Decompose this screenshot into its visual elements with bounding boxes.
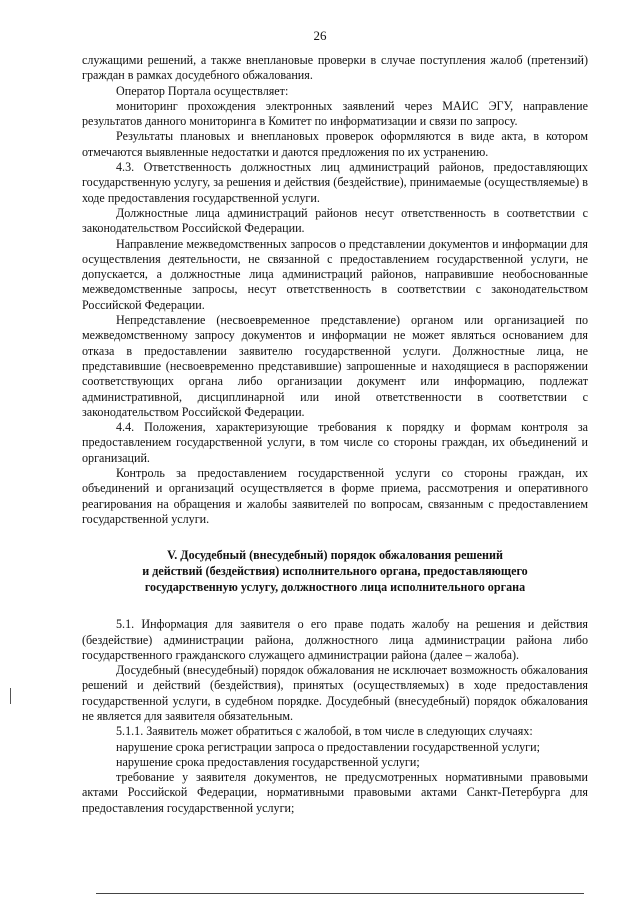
page-number: 26 — [313, 28, 327, 43]
paragraph: 4.3. Ответственность должностных лиц администраций районов, предоставляющих государственную услугу, за решения и действия (бездействие), принимаемые (осуществляемые) в ходе предоставления государственной услуги. — [82, 160, 588, 205]
paragraph: служащими решений, а также внеплановые проверки в случае поступления жалоб (претензий) граждан в рамках досудебного обжалования. — [82, 53, 588, 83]
paragraph: Непредставление (несвоевременное представление) органом или организацией по межведомственному запросу документов и информации не может являться основанием для отказа в предоставлении заявителю государственной услуги. Должностные лица, не представившие (несвоевременно представившие) запрошенные и находящиеся в распоряжении соответствующих органа либо организации документ или информацию, подлежат административной, дисциплинарной или иной ответственности в соответствии с законодательством Российской Федерации. — [82, 313, 588, 419]
section-heading — [82, 547, 588, 595]
section-heading-line: государственную услугу, должностного лица исполнительного органа — [144, 580, 526, 595]
paragraph: требование у заявителя документов, не предусмотренных нормативными правовыми актами Российской Федерации, нормативными правовыми актами Санкт-Петербурга для предоставления государственной услуги; — [82, 770, 588, 815]
paragraph: Должностные лица администраций районов несут ответственность в соответствии с законодательством Российской Федерации. — [82, 205, 588, 236]
paragraph: Досудебный (внесудебный) порядок обжалования не исключает возможность обжалования решений и действий (бездействия), принятых (осуществляемых) в ходе предоставления государственной услуги, в судебном порядке. Досудебный (внесудебный) порядок обжалования не является для заявителя обязательным. — [82, 663, 588, 723]
paragraph: нарушение срока регистрации запроса о предоставлении государственной услуги; — [116, 739, 540, 754]
bottom-rule — [96, 893, 584, 894]
document-body — [82, 53, 588, 816]
paragraph: Контроль за предоставлением государственной услуги со стороны граждан, их объединений и организаций осуществляется в форме приема, рассмотрения и оперативного реагирования на обращения и жалобы заявителей по вопросам, связанным с предоставлением государственной услуги. — [82, 466, 588, 526]
paragraph: нарушение срока предоставления государственной услуги; — [116, 754, 420, 769]
scan-margin-mark — [10, 688, 11, 704]
section-heading-line: V. Досудебный (внесудебный) порядок обжалования решений — [167, 548, 503, 563]
paragraph: 5.1. Информация для заявителя о его праве подать жалобу на решения и действия (бездействие) администрации района, должностного лица администрации района либо государственного гражданского служащего администрации района (далее – жалоба). — [82, 617, 588, 662]
paragraph: Оператор Портала осуществляет: — [116, 83, 289, 98]
paragraph: мониторинг прохождения электронных заявлений через МАИС ЭГУ, направление результатов данного мониторинга в Комитет по информатизации и связи по запросу. — [82, 98, 588, 129]
paragraph: Направление межведомственных запросов о представлении документов и информации для осуществления деятельности, не связанной с предоставлением государственной услуги, не допускается, а должностные лица администраций районов, направившие необоснованные межведомственные запросы, несут ответственность в соответствии с законодательством Российской Федерации. — [82, 236, 588, 312]
paragraph: 4.4. Положения, характеризующие требования к порядку и формам контроля за предоставлением государственной услуги, в том числе со стороны граждан, их объединений и организаций. — [82, 420, 588, 465]
section-heading-line: и действий (бездействия) исполнительного органа, предоставляющего — [142, 564, 528, 579]
paragraph: Результаты плановых и внеплановых проверок оформляются в виде акта, в котором отмечаются выявленные недостатки и даются предложения по их устранению. — [82, 129, 588, 159]
paragraph: 5.1.1. Заявитель может обратиться с жалобой, в том числе в следующих случаях: — [116, 724, 533, 739]
